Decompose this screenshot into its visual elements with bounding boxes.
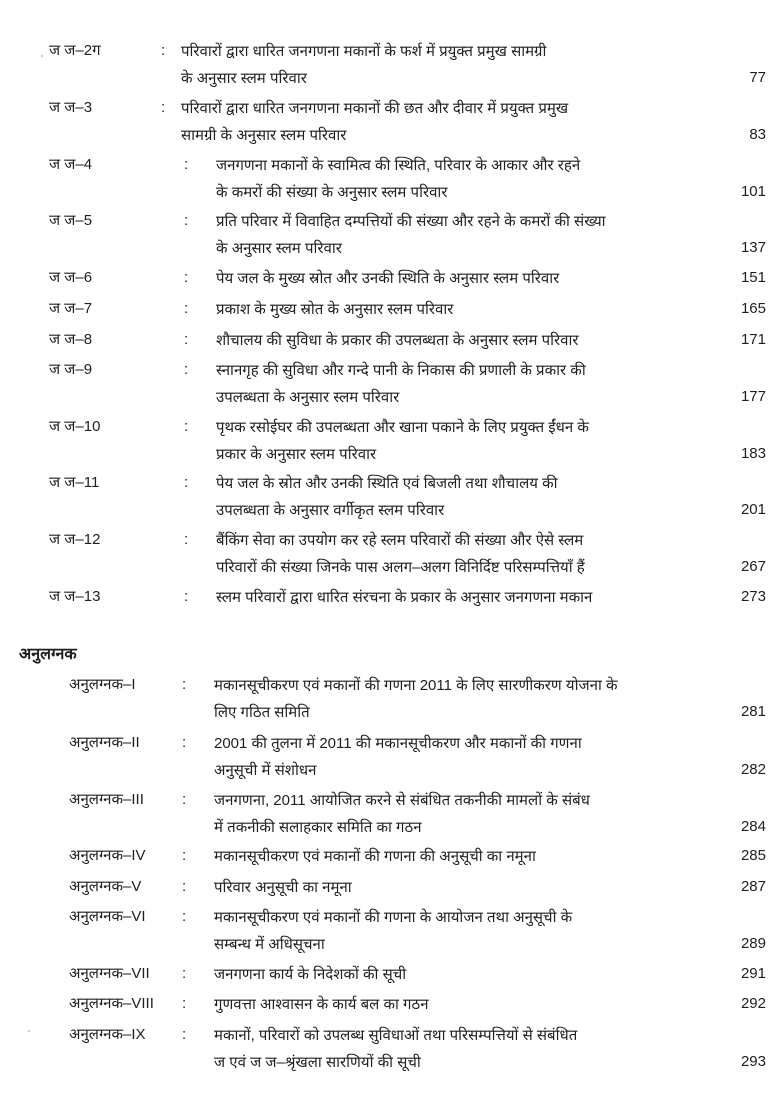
entry-description-line: पृथक रसोईघर की उपलब्धता और खाना पकाने के लिए प्रयुक्त ईंधन के	[216, 419, 589, 436]
entry-label: अनुलग्नक–IV	[69, 847, 146, 864]
entry-description-line: जनगणना मकानों के स्वामित्व की स्थिति, परिवार के आकार और रहने	[216, 157, 581, 174]
entry-colon: :	[182, 676, 187, 693]
entry-label: ज ज–5	[49, 212, 93, 229]
entry-description-line: जनगणना, 2011 आयोजित करने से संबंधित तकनीकी मामलों के संबंध	[214, 792, 590, 809]
entry-label: अनुलग्नक–VI	[69, 908, 146, 925]
entry-label: अनुलग्नक–II	[69, 734, 140, 751]
entry-page-number: 281	[740, 703, 766, 720]
entry-description-line: उपलब्धता के अनुसार स्लम परिवार	[216, 389, 400, 406]
entry-page-number: 291	[740, 965, 766, 982]
entry-label: अनुलग्नक–I	[69, 676, 136, 693]
entry-colon: :	[161, 99, 166, 116]
entry-colon: :	[182, 965, 187, 982]
entry-page-number: 282	[740, 761, 766, 778]
entry-description-line: पेय जल के स्रोत और उनकी स्थिति एवं बिजली तथा शौचालय की	[216, 475, 558, 492]
entry-description-line: के अनुसार स्लम परिवार	[216, 240, 342, 257]
entry-label: ज ज–13	[49, 588, 101, 605]
entry-page-number: 267	[740, 558, 766, 575]
entry-colon: :	[182, 847, 187, 864]
entry-description-line: लिए गठित समिति	[214, 704, 310, 721]
entry-description	[216, 296, 453, 323]
entry-colon: :	[182, 1026, 187, 1043]
entry-label: ज ज–10	[49, 418, 101, 435]
entry-description	[214, 904, 572, 958]
entry-page-number: 165	[740, 300, 766, 317]
entry-label: ज ज–12	[49, 531, 101, 548]
entry-page-number: 183	[740, 445, 766, 462]
entry-label: अनुलग्नक–VIII	[69, 995, 154, 1012]
entry-label: ज ज–8	[49, 331, 93, 348]
entry-label: ज ज–6	[49, 269, 93, 286]
entry-description-line: स्नानगृह की सुविधा और गन्दे पानी के निकास की प्रणाली के प्रकार की	[216, 362, 586, 379]
entry-colon: :	[184, 156, 189, 173]
entry-description-line: ज एवं ज ज–श्रृंखला सारणियों की सूची	[214, 1054, 421, 1071]
entry-description	[216, 208, 606, 262]
entry-description	[214, 1022, 577, 1076]
entry-colon: :	[161, 42, 166, 59]
entry-page-number: 284	[740, 818, 766, 835]
entry-page-number: 273	[740, 588, 766, 605]
entry-page-number: 171	[740, 331, 766, 348]
entry-label: अनुलग्नक–IX	[69, 1026, 146, 1043]
entry-label: ज ज–2ग	[49, 42, 101, 59]
entry-description-line: परिवार अनुसूची का नमूना	[214, 879, 352, 896]
entry-description	[216, 152, 580, 206]
entry-description	[214, 991, 429, 1018]
entry-description	[214, 730, 582, 784]
entry-description-line: उपलब्धता के अनुसार वर्गीकृत स्लम परिवार	[216, 502, 445, 519]
entry-description-line: प्रकार के अनुसार स्लम परिवार	[216, 446, 377, 463]
entry-description-line: सामग्री के अनुसार स्लम परिवार	[181, 127, 347, 144]
entry-label: ज ज–4	[49, 156, 93, 173]
entry-colon: :	[184, 418, 189, 435]
entry-label: अनुलग्नक–V	[69, 878, 142, 895]
entry-colon: :	[182, 734, 187, 751]
entry-description-line: सम्बन्ध में अधिसूचना	[214, 936, 325, 953]
entry-label: ज ज–3	[49, 99, 93, 116]
entry-description-line: शौचालय की सुविधा के प्रकार की उपलब्धता के अनुसार स्लम परिवार	[216, 332, 579, 349]
entry-page-number: 77	[749, 69, 766, 86]
entry-description-line: अनुसूची में संशोधन	[214, 762, 317, 779]
entry-description-line: 2001 की तुलना में 2011 की मकानसूचीकरण और मकानों की गणना	[214, 735, 582, 752]
entry-description-line: परिवारों द्वारा धारित जनगणना मकानों की छत और दीवार में प्रयुक्त प्रमुख	[181, 100, 569, 117]
entry-page-number: 293	[740, 1053, 766, 1070]
entry-colon: :	[184, 331, 189, 348]
entry-description-line: के कमरों की संख्या के अनुसार स्लम परिवार	[216, 184, 448, 201]
entry-page-number: 287	[740, 878, 766, 895]
entry-description-line: प्रकाश के मुख्य स्रोत के अनुसार स्लम परिवार	[216, 301, 454, 318]
entry-description-line: परिवारों द्वारा धारित जनगणना मकानों के फर्श में प्रयुक्त प्रमुख सामग्री	[181, 43, 547, 60]
entry-description	[216, 584, 592, 611]
annexure-section-heading: अनुलग्नक	[19, 646, 77, 663]
entry-description	[216, 470, 558, 524]
entry-colon: :	[184, 588, 189, 605]
entry-description-line: जनगणना कार्य के निदेशकों की सूची	[214, 966, 407, 983]
entry-description	[214, 843, 536, 870]
entry-description-line: परिवारों की संख्या जिनके पास अलग–अलग विनिर्दिष्ट परिसम्पत्तियाँ हैं	[216, 559, 585, 576]
entry-colon: :	[184, 474, 189, 491]
entry-description	[216, 265, 559, 292]
scan-speck	[28, 1030, 30, 1032]
entry-colon: :	[184, 212, 189, 229]
entry-label: अनुलग्नक–III	[69, 791, 144, 808]
entry-label: ज ज–11	[49, 474, 100, 491]
entry-page-number: 201	[740, 501, 766, 518]
entry-description-line: में तकनीकी सलाहकार समिति का गठन	[214, 819, 422, 836]
entry-description-line: के अनुसार स्लम परिवार	[181, 70, 307, 87]
entry-page-number: 177	[740, 388, 766, 405]
entry-page-number: 151	[740, 269, 766, 286]
entry-description	[214, 961, 406, 988]
entry-description	[214, 874, 352, 901]
entry-colon: :	[182, 878, 187, 895]
entry-description-line: गुणवत्ता आश्वासन के कार्य बल का गठन	[214, 996, 429, 1013]
entry-description-line: मकानसूचीकरण एवं मकानों की गणना 2011 के लिए सारणीकरण योजना के	[214, 677, 618, 694]
entry-description	[214, 672, 618, 726]
entry-description	[181, 38, 546, 92]
scan-speck	[41, 55, 43, 57]
entry-description	[216, 527, 585, 581]
entry-colon: :	[182, 791, 187, 808]
entry-colon: :	[184, 361, 189, 378]
entry-label: अनुलग्नक–VII	[69, 965, 150, 982]
entry-colon: :	[184, 300, 189, 317]
entry-description	[181, 95, 568, 149]
entry-colon: :	[182, 995, 187, 1012]
entry-description-line: मकानसूचीकरण एवं मकानों की गणना के आयोजन तथा अनुसूची के	[214, 909, 573, 926]
entry-description-line: पेय जल के मुख्य स्रोत और उनकी स्थिति के अनुसार स्लम परिवार	[216, 270, 560, 287]
entry-label: ज ज–9	[49, 361, 93, 378]
entry-description	[216, 357, 586, 411]
entry-colon: :	[182, 908, 187, 925]
entry-page-number: 292	[740, 995, 766, 1012]
entry-colon: :	[184, 269, 189, 286]
entry-page-number: 289	[740, 935, 766, 952]
entry-description-line: मकानसूचीकरण एवं मकानों की गणना की अनुसूची का नमूना	[214, 848, 536, 865]
entry-description-line: प्रति परिवार में विवाहित दम्पत्तियों की संख्या और रहने के कमरों की संख्या	[216, 213, 606, 230]
entry-description	[214, 787, 590, 841]
entry-page-number: 101	[740, 183, 766, 200]
entry-description-line: मकानों, परिवारों को उपलब्ध सुविधाओं तथा परिसम्पत्तियों से संबंधित	[214, 1027, 578, 1044]
entry-description	[216, 414, 589, 468]
entry-page-number: 83	[749, 126, 766, 143]
entry-colon: :	[184, 531, 189, 548]
entry-description-line: बैंकिंग सेवा का उपयोग कर रहे स्लम परिवारों की संख्या और ऐसे स्लम	[216, 532, 584, 549]
entry-page-number: 285	[740, 847, 766, 864]
entry-description	[216, 327, 579, 354]
entry-description-line: स्लम परिवारों द्वारा धारित संरचना के प्रकार के अनुसार जनगणना मकान	[216, 589, 593, 606]
entry-page-number: 137	[740, 239, 766, 256]
entry-label: ज ज–7	[49, 300, 93, 317]
